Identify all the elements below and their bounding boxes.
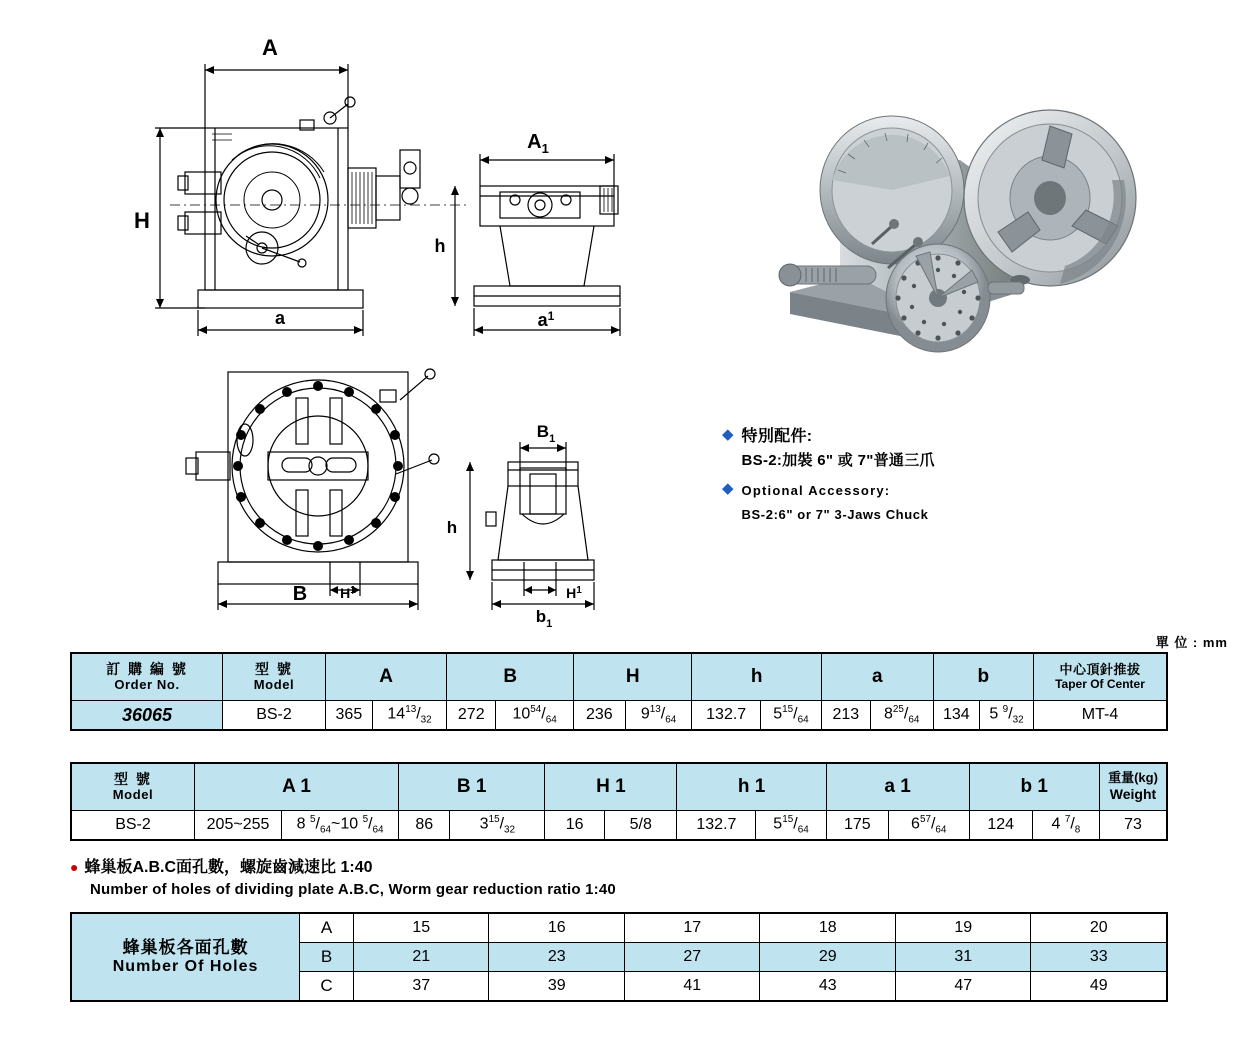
th2-weight: 重量(kg) Weight — [1100, 763, 1168, 811]
holes-A-2: 16 — [489, 913, 625, 943]
th2-A1: A 1 — [195, 763, 399, 811]
holes-B-6: 33 — [1031, 943, 1167, 972]
th-model: 型 號 Model — [223, 653, 326, 701]
holes-B-3: 27 — [624, 943, 760, 972]
accessory-cn-title: 特別配件: — [741, 428, 813, 445]
label-H1-plan: $H^1$ — [340, 585, 356, 601]
accessory-en-body: BS-2:6" or 7" 3-Jaws Chuck — [741, 507, 929, 522]
cell2-a1-in: $6^{57}/_{64}$ — [888, 811, 969, 841]
technical-drawings — [0, 0, 720, 630]
th-b: b — [933, 653, 1033, 701]
holes-A-5: 19 — [895, 913, 1031, 943]
accessory-notes — [722, 425, 1212, 533]
cell-B-mm: 272 — [447, 701, 496, 731]
th2-model: 型 號 Model — [71, 763, 195, 811]
holes-note-cn: ● 蜂巢板A.B.C面孔數，螺旋齒減速比 1:40 — [70, 859, 373, 876]
cell-H-mm: 236 — [574, 701, 626, 731]
accessory-note-cn — [722, 425, 1212, 473]
holes-C-2: 39 — [489, 972, 625, 1002]
product-photo — [720, 30, 1220, 390]
cell-a-mm: 213 — [821, 701, 870, 731]
holes-row-name-B: B — [300, 943, 354, 972]
diamond-icon: ◆ — [722, 426, 734, 443]
cell2-H1-mm: 16 — [545, 811, 605, 841]
th-B: B — [447, 653, 574, 701]
holes-B-1: 21 — [353, 943, 489, 972]
label-h-rear: h — [446, 518, 458, 537]
holes-B-4: 29 — [760, 943, 896, 972]
cell-h-mm: 132.7 — [692, 701, 760, 731]
cell2-B1-in: $3^{15}/_{32}$ — [450, 811, 545, 841]
holes-C-4: 43 — [760, 972, 896, 1002]
cell-A-in: $14^{13}/_{32}$ — [372, 701, 447, 731]
table-row-header — [71, 653, 1167, 701]
cell-b-mm: 134 — [933, 701, 979, 731]
table-row — [71, 811, 1167, 841]
holes-B-2: 23 — [489, 943, 625, 972]
th-A: A — [326, 653, 447, 701]
label-A1: $A_1$ — [527, 131, 549, 156]
cell-order-no: 36065 — [71, 701, 223, 731]
label-B1: $B_1$ — [536, 422, 556, 445]
cell2-a1-mm: 175 — [826, 811, 888, 841]
holes-C-1: 37 — [353, 972, 489, 1002]
holes-label: 蜂巢板各面孔數 Number Of Holes — [71, 913, 300, 1001]
unit-label: 單 位 : mm — [1155, 635, 1228, 650]
holes-row-name-C: C — [300, 972, 354, 1002]
cell-h-in: $5^{15}/_{64}$ — [760, 701, 821, 731]
holes-row-name-A: A — [300, 913, 354, 943]
cell-A-mm: 365 — [326, 701, 373, 731]
cell2-A1-in: 8 $^5/_{64}\sim 10$ $^5/_{64}$ — [282, 811, 399, 841]
spec-table-secondary — [70, 762, 1168, 841]
label-b1: $b_1$ — [535, 607, 553, 630]
th2-a1: a 1 — [826, 763, 969, 811]
cell2-h1-in: $5^{15}/_{64}$ — [756, 811, 826, 841]
label-a: a — [274, 308, 286, 328]
cell2-b1-mm: 124 — [969, 811, 1032, 841]
cell2-B1-mm: 86 — [399, 811, 450, 841]
label-h: h — [434, 236, 446, 256]
cell-b-in: 5 $^9/_{32}$ — [980, 701, 1034, 731]
accessory-note-en — [722, 479, 1212, 527]
holes-A-4: 18 — [760, 913, 896, 943]
th2-B1: B 1 — [399, 763, 545, 811]
holes-A-6: 20 — [1031, 913, 1167, 943]
table-row — [71, 913, 1167, 943]
th-h: h — [692, 653, 822, 701]
holes-C-6: 49 — [1031, 972, 1167, 1002]
th2-h1: h 1 — [677, 763, 826, 811]
holes-A-1: 15 — [353, 913, 489, 943]
cell2-model: BS-2 — [71, 811, 195, 841]
th-H: H — [574, 653, 692, 701]
label-H: H — [134, 208, 150, 233]
spec-table-main — [70, 652, 1168, 731]
th2-H1: H 1 — [545, 763, 677, 811]
diamond-icon: ◆ — [722, 480, 734, 497]
drawings-svg — [0, 0, 720, 630]
cell2-H1-in: 5/8 — [605, 811, 677, 841]
th-order-no: 訂 購 編 號 Order No. — [71, 653, 223, 701]
accessory-cn-body: BS-2:加裝 6" 或 7"普通三爪 — [741, 452, 935, 469]
label-a1: $a^1$ — [537, 309, 555, 330]
bullet-icon: ● — [70, 859, 79, 875]
cell-a-in: $8^{25}/_{64}$ — [870, 701, 933, 731]
holes-note — [70, 856, 1170, 901]
table-row-header — [71, 763, 1167, 811]
label-B: B — [292, 583, 308, 605]
accessory-en-title: Optional Accessory: — [741, 483, 891, 498]
cell-model: BS-2 — [223, 701, 326, 731]
cell2-weight: 73 — [1100, 811, 1168, 841]
cell-taper: MT-4 — [1034, 701, 1168, 731]
cell-H-in: $9^{13}/_{64}$ — [625, 701, 692, 731]
th-a: a — [821, 653, 933, 701]
th2-b1: b 1 — [969, 763, 1099, 811]
holes-table — [70, 912, 1168, 1002]
label-A: A — [262, 35, 278, 60]
holes-C-3: 41 — [624, 972, 760, 1002]
cell2-b1-in: 4 $^7/_8$ — [1032, 811, 1099, 841]
cell-B-in: $10^{54}/_{64}$ — [496, 701, 574, 731]
holes-note-en: Number of holes of dividing plate A.B.C, Worm gear reduction ratio 1:40 — [90, 881, 616, 898]
holes-B-5: 31 — [895, 943, 1031, 972]
holes-A-3: 17 — [624, 913, 760, 943]
cell2-A1-mm: 205~255 — [195, 811, 282, 841]
table-row — [71, 701, 1167, 731]
cell2-h1-mm: 132.7 — [677, 811, 756, 841]
th-taper: 中心頂針推拔 Taper Of Center — [1034, 653, 1168, 701]
product-photo-svg — [720, 30, 1220, 390]
holes-C-5: 47 — [895, 972, 1031, 1002]
label-H1-rear: $H^1$ — [566, 585, 582, 601]
